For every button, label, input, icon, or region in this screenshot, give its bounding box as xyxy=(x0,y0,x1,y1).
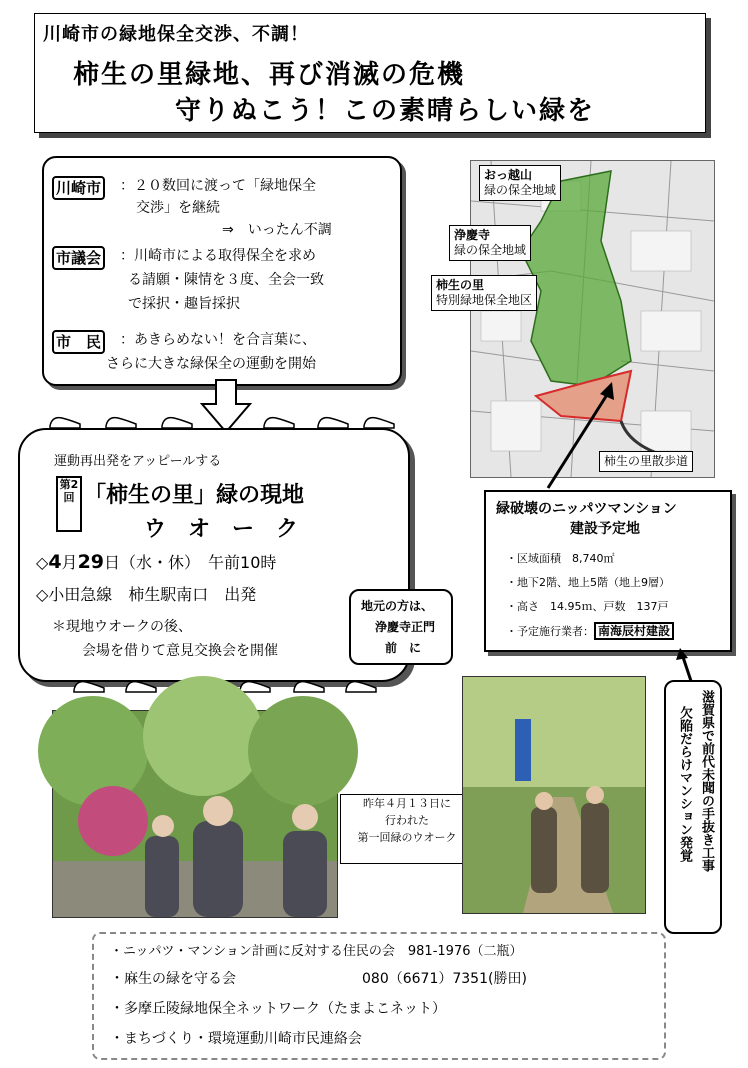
status-text: ⇒ いったん不調 xyxy=(222,222,332,238)
shoe-icon xyxy=(344,678,378,694)
status-text: ：２０数回に渡って「緑地保全 xyxy=(120,178,316,194)
map-label-kakio-no-sato: 柿生の里 特別緑地保全地区 xyxy=(431,275,537,311)
local-residents-note: 地元の方は、 浄慶寺正門 前 に xyxy=(349,589,453,665)
status-text: る請願・陳情を３度、全会一致 xyxy=(128,272,324,288)
photo-group-walk xyxy=(52,710,338,918)
headline-3: 守りぬこう！この素晴らしい緑を xyxy=(175,96,596,126)
tag-citizens: 市 民 xyxy=(52,330,105,354)
contact-item: ・まちづくり・環境運動川崎市民連絡会 xyxy=(110,1031,362,1047)
dev-height: ・高さ 14.95ｍ、戸数 137戸 xyxy=(506,600,669,613)
appeal-text: 運動再出発をアッピールする xyxy=(54,454,222,469)
contact-list xyxy=(92,932,666,1060)
status-text: ：あきらめない！を合言葉に、 xyxy=(120,332,316,348)
edition-badge: 第2回 xyxy=(56,476,82,532)
status-text: さらに大きな緑保全の運動を開始 xyxy=(106,356,316,372)
tag-city-council: 市議会 xyxy=(52,246,105,270)
walk-date: ◇4月29日（水・休） 午前10時 xyxy=(36,551,277,573)
header-banner xyxy=(34,13,706,133)
contact-item: ・多摩丘陵緑地保全ネットワーク（たまよこネット） xyxy=(110,1001,446,1017)
status-text: ：川崎市による取得保全を求め xyxy=(120,248,316,264)
photo-path-walk xyxy=(462,676,646,914)
shoe-icon xyxy=(124,678,158,694)
map-label-jokeiji: 浄慶寺 緑の保全地域 xyxy=(449,225,531,261)
headline-2: 柿生の里緑地、再び消滅の危機 xyxy=(73,60,466,90)
dev-title: 緑破壊のニッパツマンション xyxy=(496,501,677,517)
status-box xyxy=(42,156,402,386)
walk-title-2: ウ オ ー ク xyxy=(144,517,299,542)
walk-note: ＊現地ウオークの後、 xyxy=(52,619,192,635)
dev-title-2: 建設予定地 xyxy=(570,521,640,537)
tag-kawasaki-city: 川崎市 xyxy=(52,176,105,200)
builder-name: 南海辰村建設 xyxy=(594,622,674,640)
walk-note: 会場を借りて意見交換会を開催 xyxy=(82,643,278,659)
contact-item: ・ニッパツ・マンション計画に反対する住民の会 981-1976（二瓶） xyxy=(110,944,523,959)
photo-caption: 昨年４月１３日に 行われた 第一回緑のウオーク xyxy=(340,794,474,864)
down-arrow-icon xyxy=(200,378,252,434)
shoe-icon xyxy=(292,678,326,694)
dev-floors: ・地下2階、地上5階（地上9層） xyxy=(506,576,670,589)
walk-place: ◇小田急線 柿生駅南口 出発 xyxy=(36,585,257,604)
dev-area: ・区域面積 8,740㎡ xyxy=(506,552,615,565)
map-label-walking-path: 柿生の里散歩道 xyxy=(599,451,693,472)
contact-item: ・麻生の緑を守る会 080（6671）7351(勝田) xyxy=(110,971,527,987)
shoe-icon xyxy=(72,678,106,694)
pointer-arrow-icon xyxy=(540,380,620,492)
dev-builder-row: ・予定施行業者： 南海辰村建設 xyxy=(506,622,674,639)
walk-title: 「柿生の里」緑の現地 xyxy=(84,483,305,508)
development-site-box xyxy=(484,490,732,652)
status-text: 交渉」を継続 xyxy=(136,200,220,216)
status-text: で採択・趣旨採択 xyxy=(128,296,240,312)
headline-1: 川崎市の緑地保全交渉、不調！ xyxy=(43,24,309,45)
map-label-okkoshiyama: おっ越山 緑の保全地域 xyxy=(479,165,561,201)
defect-warning-note: 滋賀県で前代未聞の手抜き工事 欠陥だらけマンション発覚 xyxy=(664,680,722,934)
